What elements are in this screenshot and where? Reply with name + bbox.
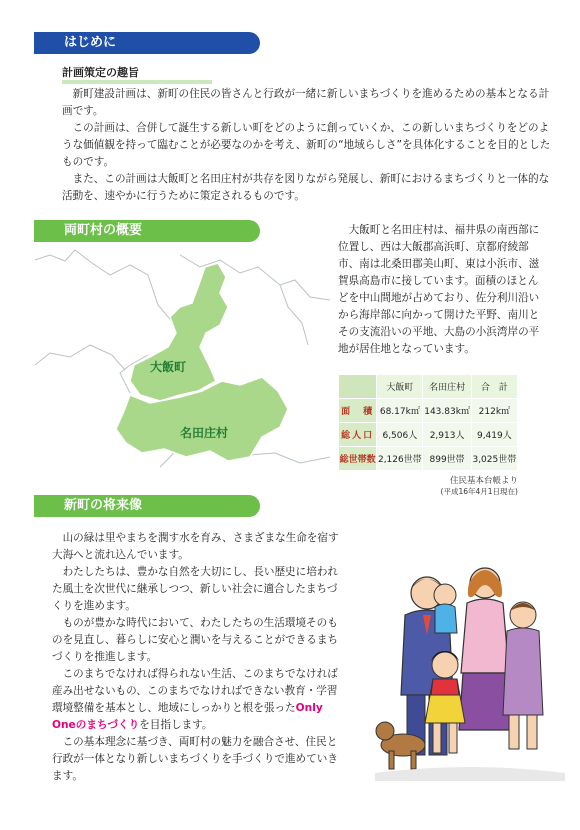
row-label: 面 積 [339,399,377,423]
table-row [339,447,518,471]
only-one-highlight: Only Oneのまちづくり [52,702,323,731]
table-column-header: 名田庄村 [423,375,471,399]
map-label-natasho: 名田庄村 [180,426,229,440]
future-paragraph: ものが豊かな時代において、わたしたちの生活環境そのものを見直し、暮らしに安心と潤いを与えることができるまちづくりを推進します。 [52,617,339,663]
future-body [52,530,342,785]
table-cell: 6,506人 [377,423,423,447]
overview-description [338,222,548,358]
row-label: 総人口 [339,423,377,447]
row-label: 総世帯数 [339,447,377,471]
table-header-row [339,375,518,399]
table-row [339,423,518,447]
table-cell: 899世帯 [423,447,471,471]
intro-paragraph: この計画は、合併して誕生する新しい町をどのように創っていくか、この新しいまちづくりをどのような価値観を持って臨むことが必要なのかを考え、新町の“地域らしさ”を具体化することを目的としたものです。 [62,122,551,168]
intro-paragraph: 新町建設計画は、新町の住民の皆さんと行政が一緒に新しいまちづくりを進めるための基本となる計画です。 [62,88,550,117]
overview-paragraph: 大飯町と名田庄村は、福井県の南西部に位置し、西は大飯郡高浜町、京都府綾部市、南は北桑田郡美山町、東は小浜市、滋賀県高島市に接しています。面積のほとんどを中山間地が占めており、佐分利川沿いから海岸部に向かって開けた平野、南川とその支流沿いの平地、大島の小浜湾岸の平地が居住地となっています。 [338,224,540,355]
intro-subheading: 計画策定の趣旨 [62,66,212,84]
future-paragraph [52,666,342,734]
table-cell: 3,025世帯 [471,447,517,471]
family-illustration [375,555,565,785]
table-column-header: 合 計 [471,375,517,399]
intro-paragraph: また、この計画は大飯町と名田庄村が共存を図りながら発展し、新町におけるまちづくりと一体的な活動を、速やかに行うために策定されるものです。 [62,173,550,202]
table-row [339,399,518,423]
table-cell: 2,913人 [423,423,471,447]
table-cell: 2,126世帯 [377,447,423,471]
baby-figure [434,584,457,633]
table-column-header: 大飯町 [377,375,423,399]
map-label-ohi: 大飯町 [150,360,187,374]
ohi-town-area [130,263,228,401]
table-cell: 212k㎡ [471,399,517,423]
future-paragraph: 山の緑は里やまちを潤す水を育み、さまざまな生命を宿す大海へと流れ込んでいます。 [52,532,339,561]
grandmother-figure [503,602,543,749]
table-source-date: (平成16年4月1日現在) [440,487,518,496]
region-map [30,245,335,470]
table-cell: 143.83k㎡ [423,399,471,423]
table-cell: 9,419人 [471,423,517,447]
future-paragraph: この基本理念に基づき、両町村の魅力を融合させ、住民と行政が一体となり新しいまちづくりを手づくりで進めていきます。 [52,736,338,782]
stats-table [338,374,518,471]
future-p4-end: を目指します。 [139,719,213,731]
table-cell: 68.17k㎡ [377,399,423,423]
intro-body [62,86,552,205]
table-source: 住民基本台帳より [449,476,518,486]
future-p4-text: このまちでなければ得られない生活、このまちでなければ産み出せないもの、このまちでなければできない教育・学習環境整備を基本とし、地域にしっかりと根を張った [52,668,338,714]
future-heading: 新町の将来像 [34,495,260,517]
future-paragraph: わたしたちは、豊かな自然を大切にし、長い歴史に培われた風土を次世代に継承しつつ、新しい社会に適合したまちづくりを進めます。 [52,566,339,612]
table-corner [339,375,377,399]
intro-heading: はじめに [34,32,260,54]
overview-heading: 両町村の概要 [34,220,260,242]
